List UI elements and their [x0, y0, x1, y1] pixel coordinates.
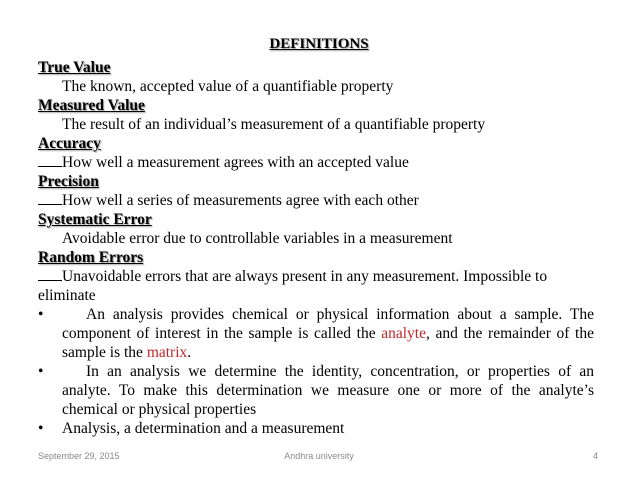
term-random-errors: Random Errors: [38, 249, 144, 266]
bullet-item-summary: [38, 419, 594, 438]
matrix-term: matrix: [146, 344, 188, 361]
bullet-text-part1: An analysis provides chemical or physical information about a sample. The component of interest in the sample is called the: [62, 306, 594, 342]
analyte-term: analyte: [381, 325, 426, 342]
bullet-icon: •: [38, 306, 44, 323]
definition-accuracy-row: [38, 153, 594, 172]
bullet-text: In an analysis we determine the identity, concentration, or properties of an analyte. To make this determination we measure one or more of the analyte’s chemical or physical properties: [62, 363, 594, 418]
definition-true-value: The known, accepted value of a quantifiable property: [62, 78, 394, 95]
bullet-item-analysis: [38, 305, 594, 362]
term-measured-value: Measured Value: [38, 97, 145, 114]
definition-precision: How well a series of measurements agree with each other: [62, 192, 419, 209]
blank-line: [38, 153, 62, 167]
blank-line: [38, 267, 62, 281]
bullet-item-determination: [38, 362, 594, 419]
definition-precision-row: [38, 191, 594, 210]
term-accuracy: Accuracy: [38, 135, 101, 152]
definition-random-errors-row: [38, 267, 594, 305]
bullet-icon: •: [38, 363, 44, 380]
definition-measured-value: The result of an individual’s measurement of a quantifiable property: [62, 116, 486, 133]
bullet-text: Analysis, a determination and a measurement: [62, 420, 345, 437]
bullet-text-part2: , and the remainder of the sample is the: [62, 325, 594, 361]
definition-systematic-error: Avoidable error due to controllable variables in a measurement: [62, 230, 453, 247]
slide-title: DEFINITIONS: [269, 36, 369, 52]
term-precision: Precision: [38, 173, 99, 190]
footer-date: September 29, 2015: [38, 451, 120, 461]
term-true-value: True Value: [38, 59, 111, 76]
definition-accuracy: How well a measurement agrees with an accepted value: [62, 154, 409, 171]
footer-page-number: 4: [592, 451, 598, 461]
bullet-icon: •: [38, 420, 44, 437]
term-systematic-error: Systematic Error: [38, 211, 152, 228]
bullet-text-end: .: [187, 344, 192, 361]
blank-line: [38, 191, 62, 205]
definitions-list: [38, 58, 594, 438]
footer-center: Andhra university: [284, 451, 354, 461]
definition-random-errors: Unavoidable errors that are always present in any measurement. Impossible to eliminate: [38, 268, 548, 304]
